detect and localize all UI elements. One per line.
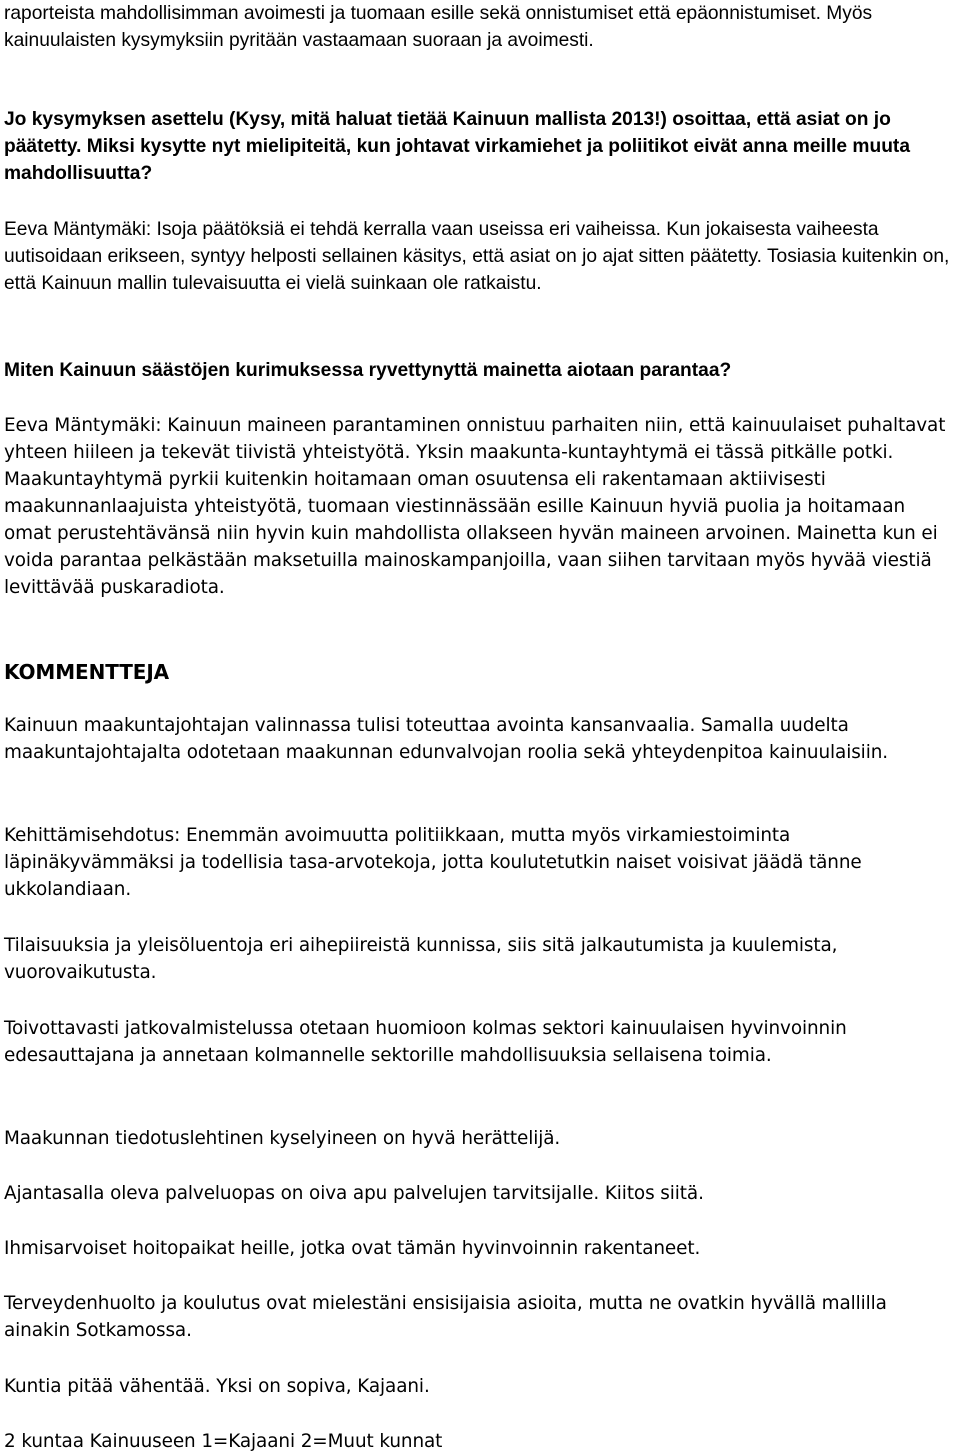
comment-item: Kainuun maakuntajohtajan valinnassa tulisi toteuttaa avointa kansanvaalia. Samalla uudelta maakuntajohtajalta odotetaan maakunnan edunvalvojan roolia sekä yhteydenpitoa kainuulaisiin. bbox=[4, 715, 889, 763]
answer-2: Eeva Mäntymäki: Kainuun maineen parantaminen onnistuu parhaiten niin, että kainuulaiset puhaltavat yhteen hiileen ja tekevät tiivistä yhteistyötä. Yksin maakunta-kuntayhtymä ei tässä pitkälle potki. Maakuntayhtymä pyrkii kuitenkin hoitamaan oman osuutensa eli rakentamaan aktiivisesti maakunnanlaajuista yhteistyötä, tuomaan viestinnässään esille Kainuun hyviä puolia ja hoitamaan omat perustehtävänsä niin hyvin kuin mahdollista ollakseen hyvän maineen arvoinen. Mainetta kun ei voida parantaa pelkästään maksetuilla mainoskampanjoilla, vaan siihen tarvitaan myös hyvää viestiä levittävää puskaradiota. bbox=[4, 415, 946, 598]
comment-item: Kuntia pitää vähentää. Yksi on sopiva, Kajaani. bbox=[4, 1376, 430, 1397]
comment-item: Toivottavasti jatkovalmistelussa otetaan huomioon kolmas sektori kainuulaisen hyvinvoinnin edesauttajana ja annetaan kolmannelle sektorille mahdollisuuksia sellaisena toimia. bbox=[4, 1018, 847, 1066]
question-2: Miten Kainuun säästöjen kurimuksessa ryvettynyttä mainetta aiotaan parantaa? bbox=[4, 360, 732, 381]
comment-item: Ihmisarvoiset hoitopaikat heille, jotka ovat tämän hyvinvoinnin rakentaneet. bbox=[4, 1238, 701, 1259]
comment-item: Tilaisuuksia ja yleisöluentoja eri aihepiireistä kunnissa, siis sitä jalkautumista ja kuulemista, vuorovaikutusta. bbox=[4, 935, 838, 983]
question-1: Jo kysymyksen asettelu (Kysy, mitä haluat tietää Kainuun mallista 2013!) osoittaa, että asiat on jo päätetty. Miksi kysytte nyt mielipiteitä, kun johtavat virkamiehet ja poliitikot eivät anna meille muuta mahdollisuutta? bbox=[4, 109, 910, 184]
answer-1: Eeva Mäntymäki: Isoja päätöksiä ei tehdä kerralla vaan useissa eri vaiheissa. Kun jokaisesta vaiheesta uutisoidaan erikseen, syntyy helposti sellainen käsitys, että asiat on jo ajat sitten päätetty. Tosiasia kuitenkin on, että Kainuun mallin tulevaisuutta ei vielä suinkaan ole ratkaistu. bbox=[4, 219, 950, 294]
comment-item: 2 kuntaa Kainuuseen 1=Kajaani 2=Muut kunnat bbox=[4, 1431, 443, 1452]
comments-heading: KOMMENTTEJA bbox=[4, 660, 170, 684]
comment-item: Terveydenhuolto ja koulutus ovat mielestäni ensisijaisia asioita, mutta ne ovatkin hyvällä mallilla ainakin Sotkamossa. bbox=[4, 1293, 887, 1341]
comment-item: Kehittämisehdotus: Enemmän avoimuutta politiikkaan, mutta myös virkamiestoiminta läpinäkyvämmäksi ja todellisia tasa-arvotekoja, jotta koulutetutkin naiset voisivat jäädä tänne ukkolandiaan. bbox=[4, 825, 862, 900]
comment-item: Ajantasalla oleva palveluopas on oiva apu palvelujen tarvitsijalle. Kiitos siitä. bbox=[4, 1183, 704, 1204]
intro-paragraph: raporteista mahdollisimman avoimesti ja tuomaan esille sekä onnistumiset että epäonnistumiset. Myös kainuulaisten kysymyksiin pyritään vastaamaan suoraan ja avoimesti. bbox=[4, 3, 873, 51]
comment-item: Maakunnan tiedotuslehtinen kyselyineen on hyvä herättelijä. bbox=[4, 1128, 561, 1149]
